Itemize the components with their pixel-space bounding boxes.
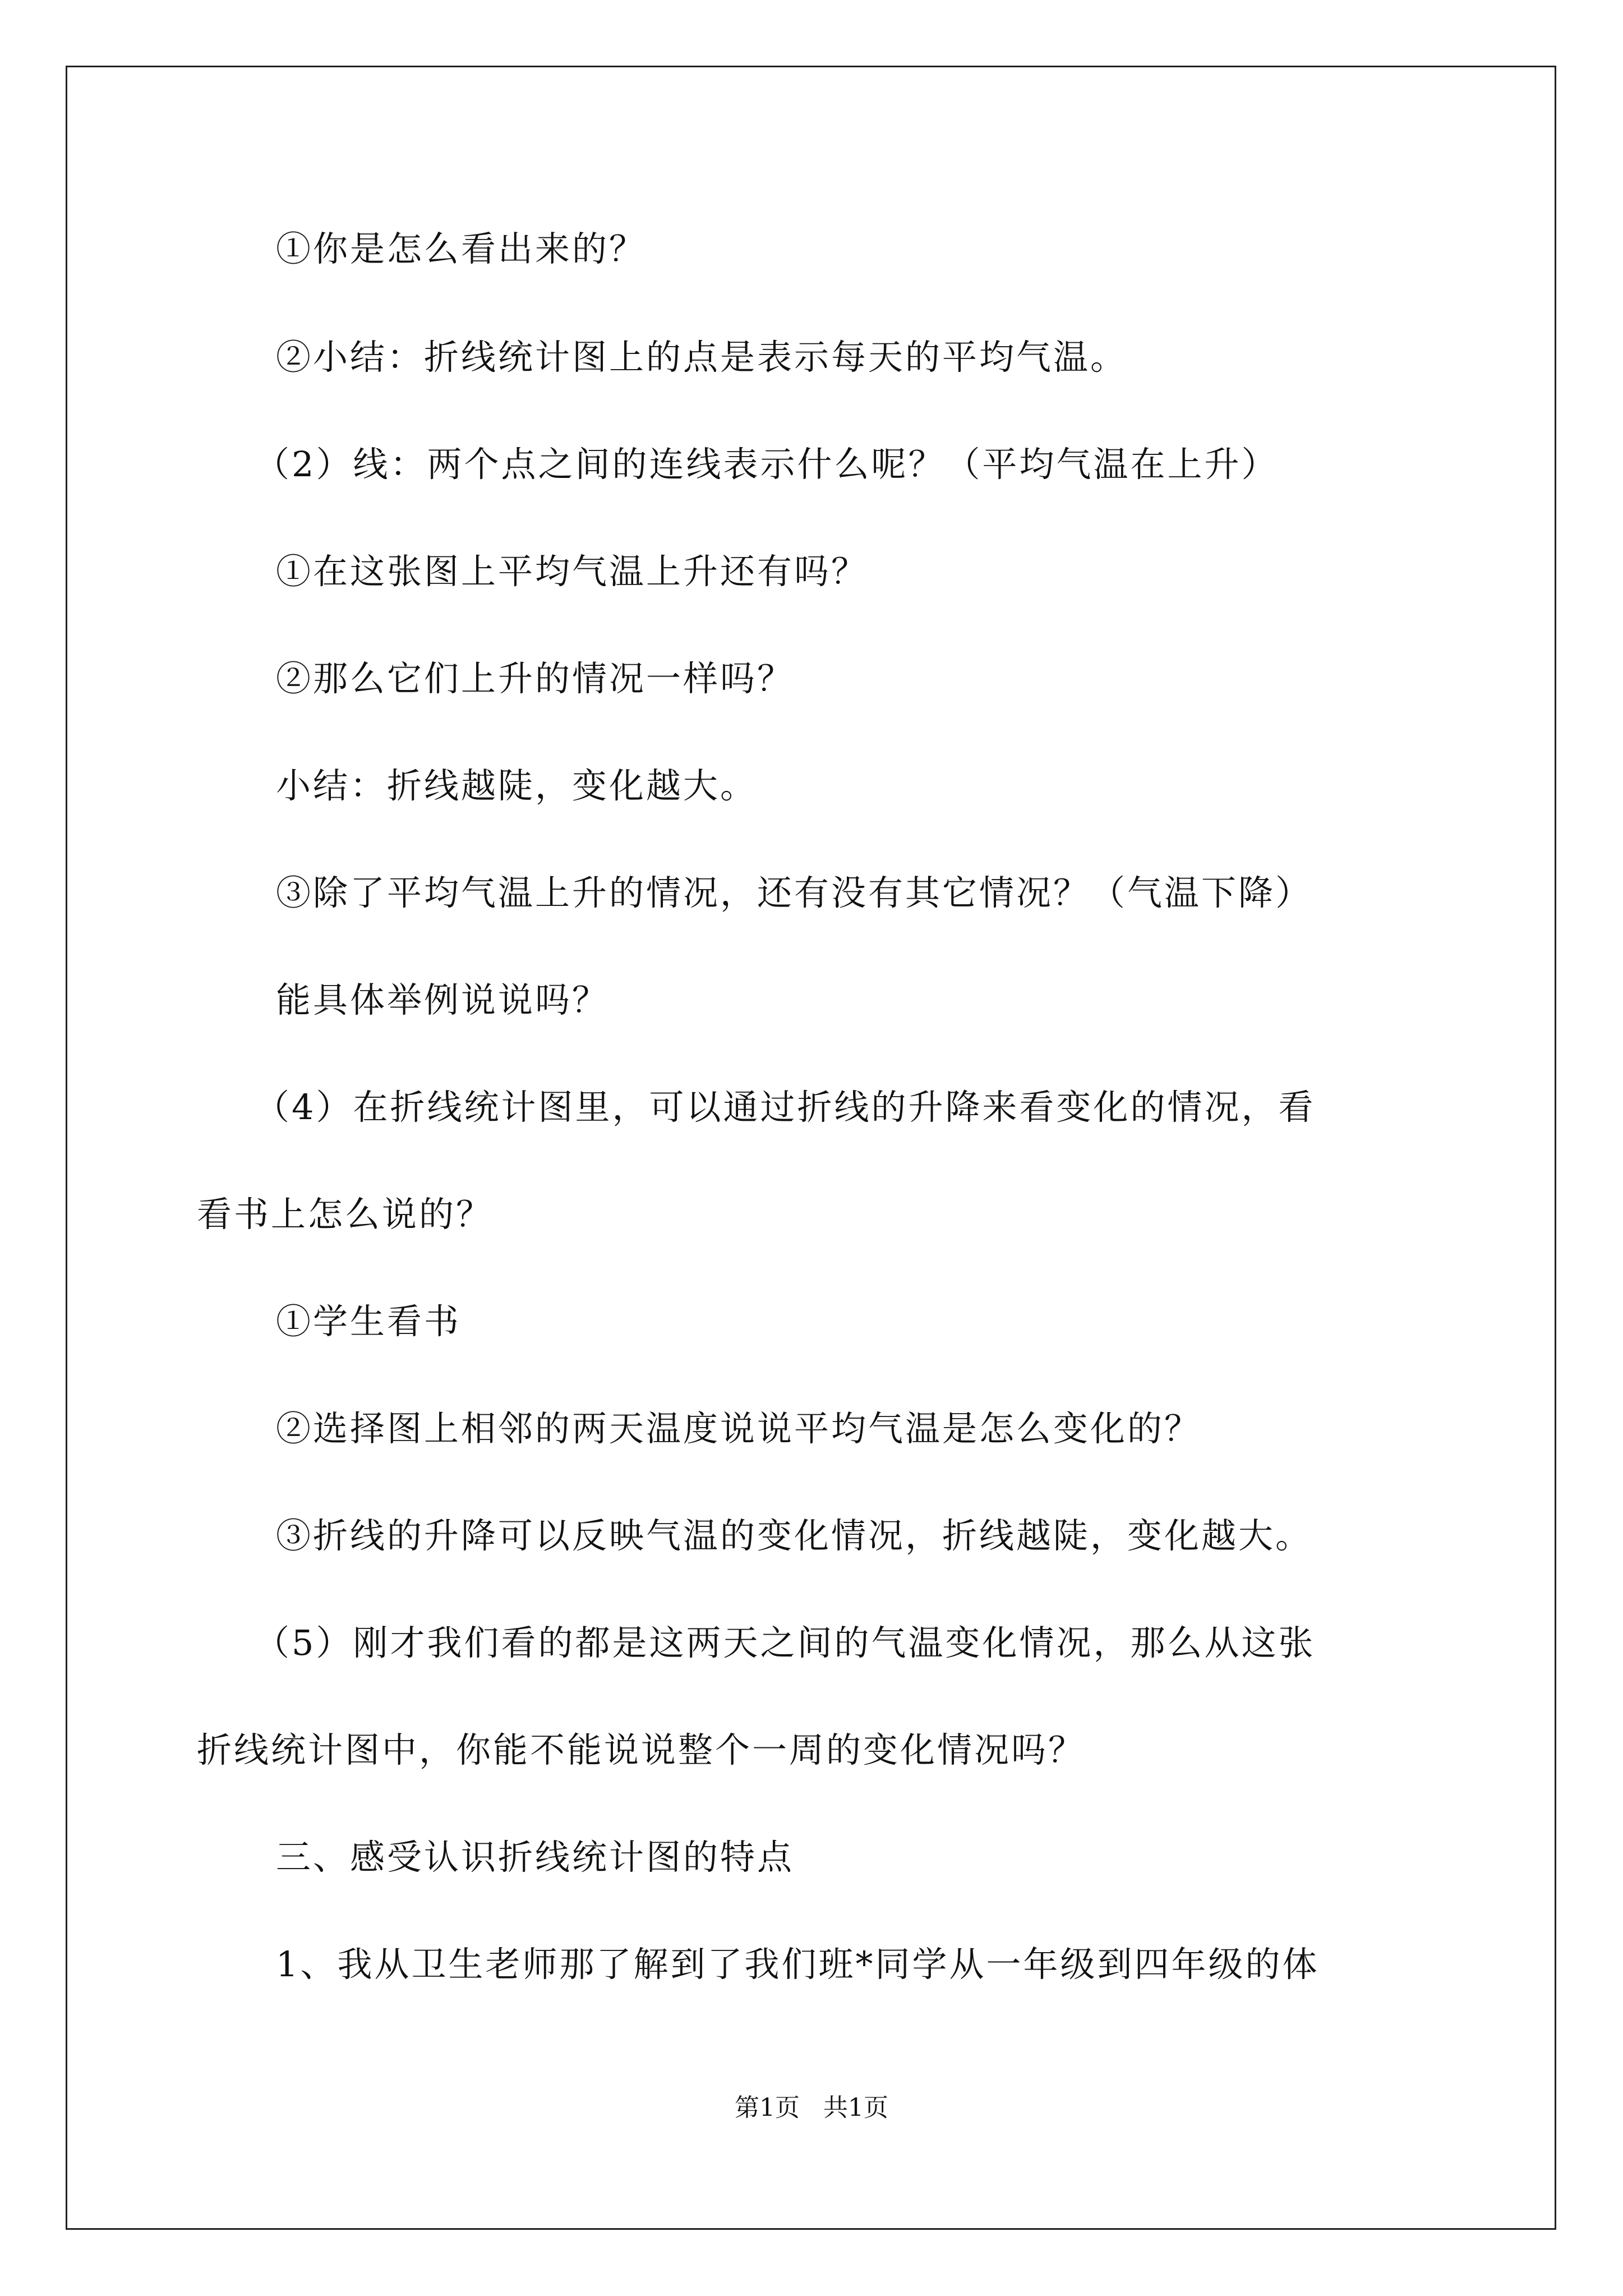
paragraph-6: 小结：折线越陡，变化越大。 (276, 765, 758, 806)
paragraph-5: ②那么它们上升的情况一样吗？ (276, 658, 795, 699)
paragraph-14: （5）刚才我们看的都是这两天之间的气温变化情况，那么从这张 (255, 1622, 1316, 1663)
paragraph-13: ③折线的升降可以反映气温的变化情况，折线越陡，变化越大。 (276, 1515, 1313, 1556)
paragraph-9: （4）在折线统计图里，可以通过折线的升降来看变化的情况，看 (255, 1087, 1316, 1128)
paragraph-11: ①学生看书 (276, 1301, 462, 1342)
paragraph-3: （2）线：两个点之间的连线表示什么呢？（平均气温在上升） (255, 444, 1279, 485)
page-number-footer: 第1页 共1页 (735, 2093, 888, 2122)
paragraph-17: 1、我从卫生老师那了解到了我们班*同学从一年级到四年级的体 (276, 1944, 1320, 1985)
paragraph-2: ②小结：折线统计图上的点是表示每天的平均气温。 (276, 337, 1128, 378)
paragraph-4: ①在这张图上平均气温上升还有吗？ (276, 551, 869, 592)
paragraph-16: 三、感受认识折线统计图的特点 (276, 1837, 795, 1878)
page-border (66, 66, 1556, 2230)
paragraph-7: ③除了平均气温上升的情况，还有没有其它情况？（气温下降） (276, 872, 1313, 913)
paragraph-1: ①你是怎么看出来的？ (276, 228, 647, 269)
paragraph-15: 折线统计图中，你能不能说说整个一周的变化情况吗？ (197, 1729, 1086, 1770)
paragraph-12: ②选择图上相邻的两天温度说说平均气温是怎么变化的？ (276, 1408, 1202, 1449)
paragraph-10: 看书上怎么说的？ (197, 1194, 494, 1235)
paragraph-8: 能具体举例说说吗？ (276, 979, 610, 1020)
